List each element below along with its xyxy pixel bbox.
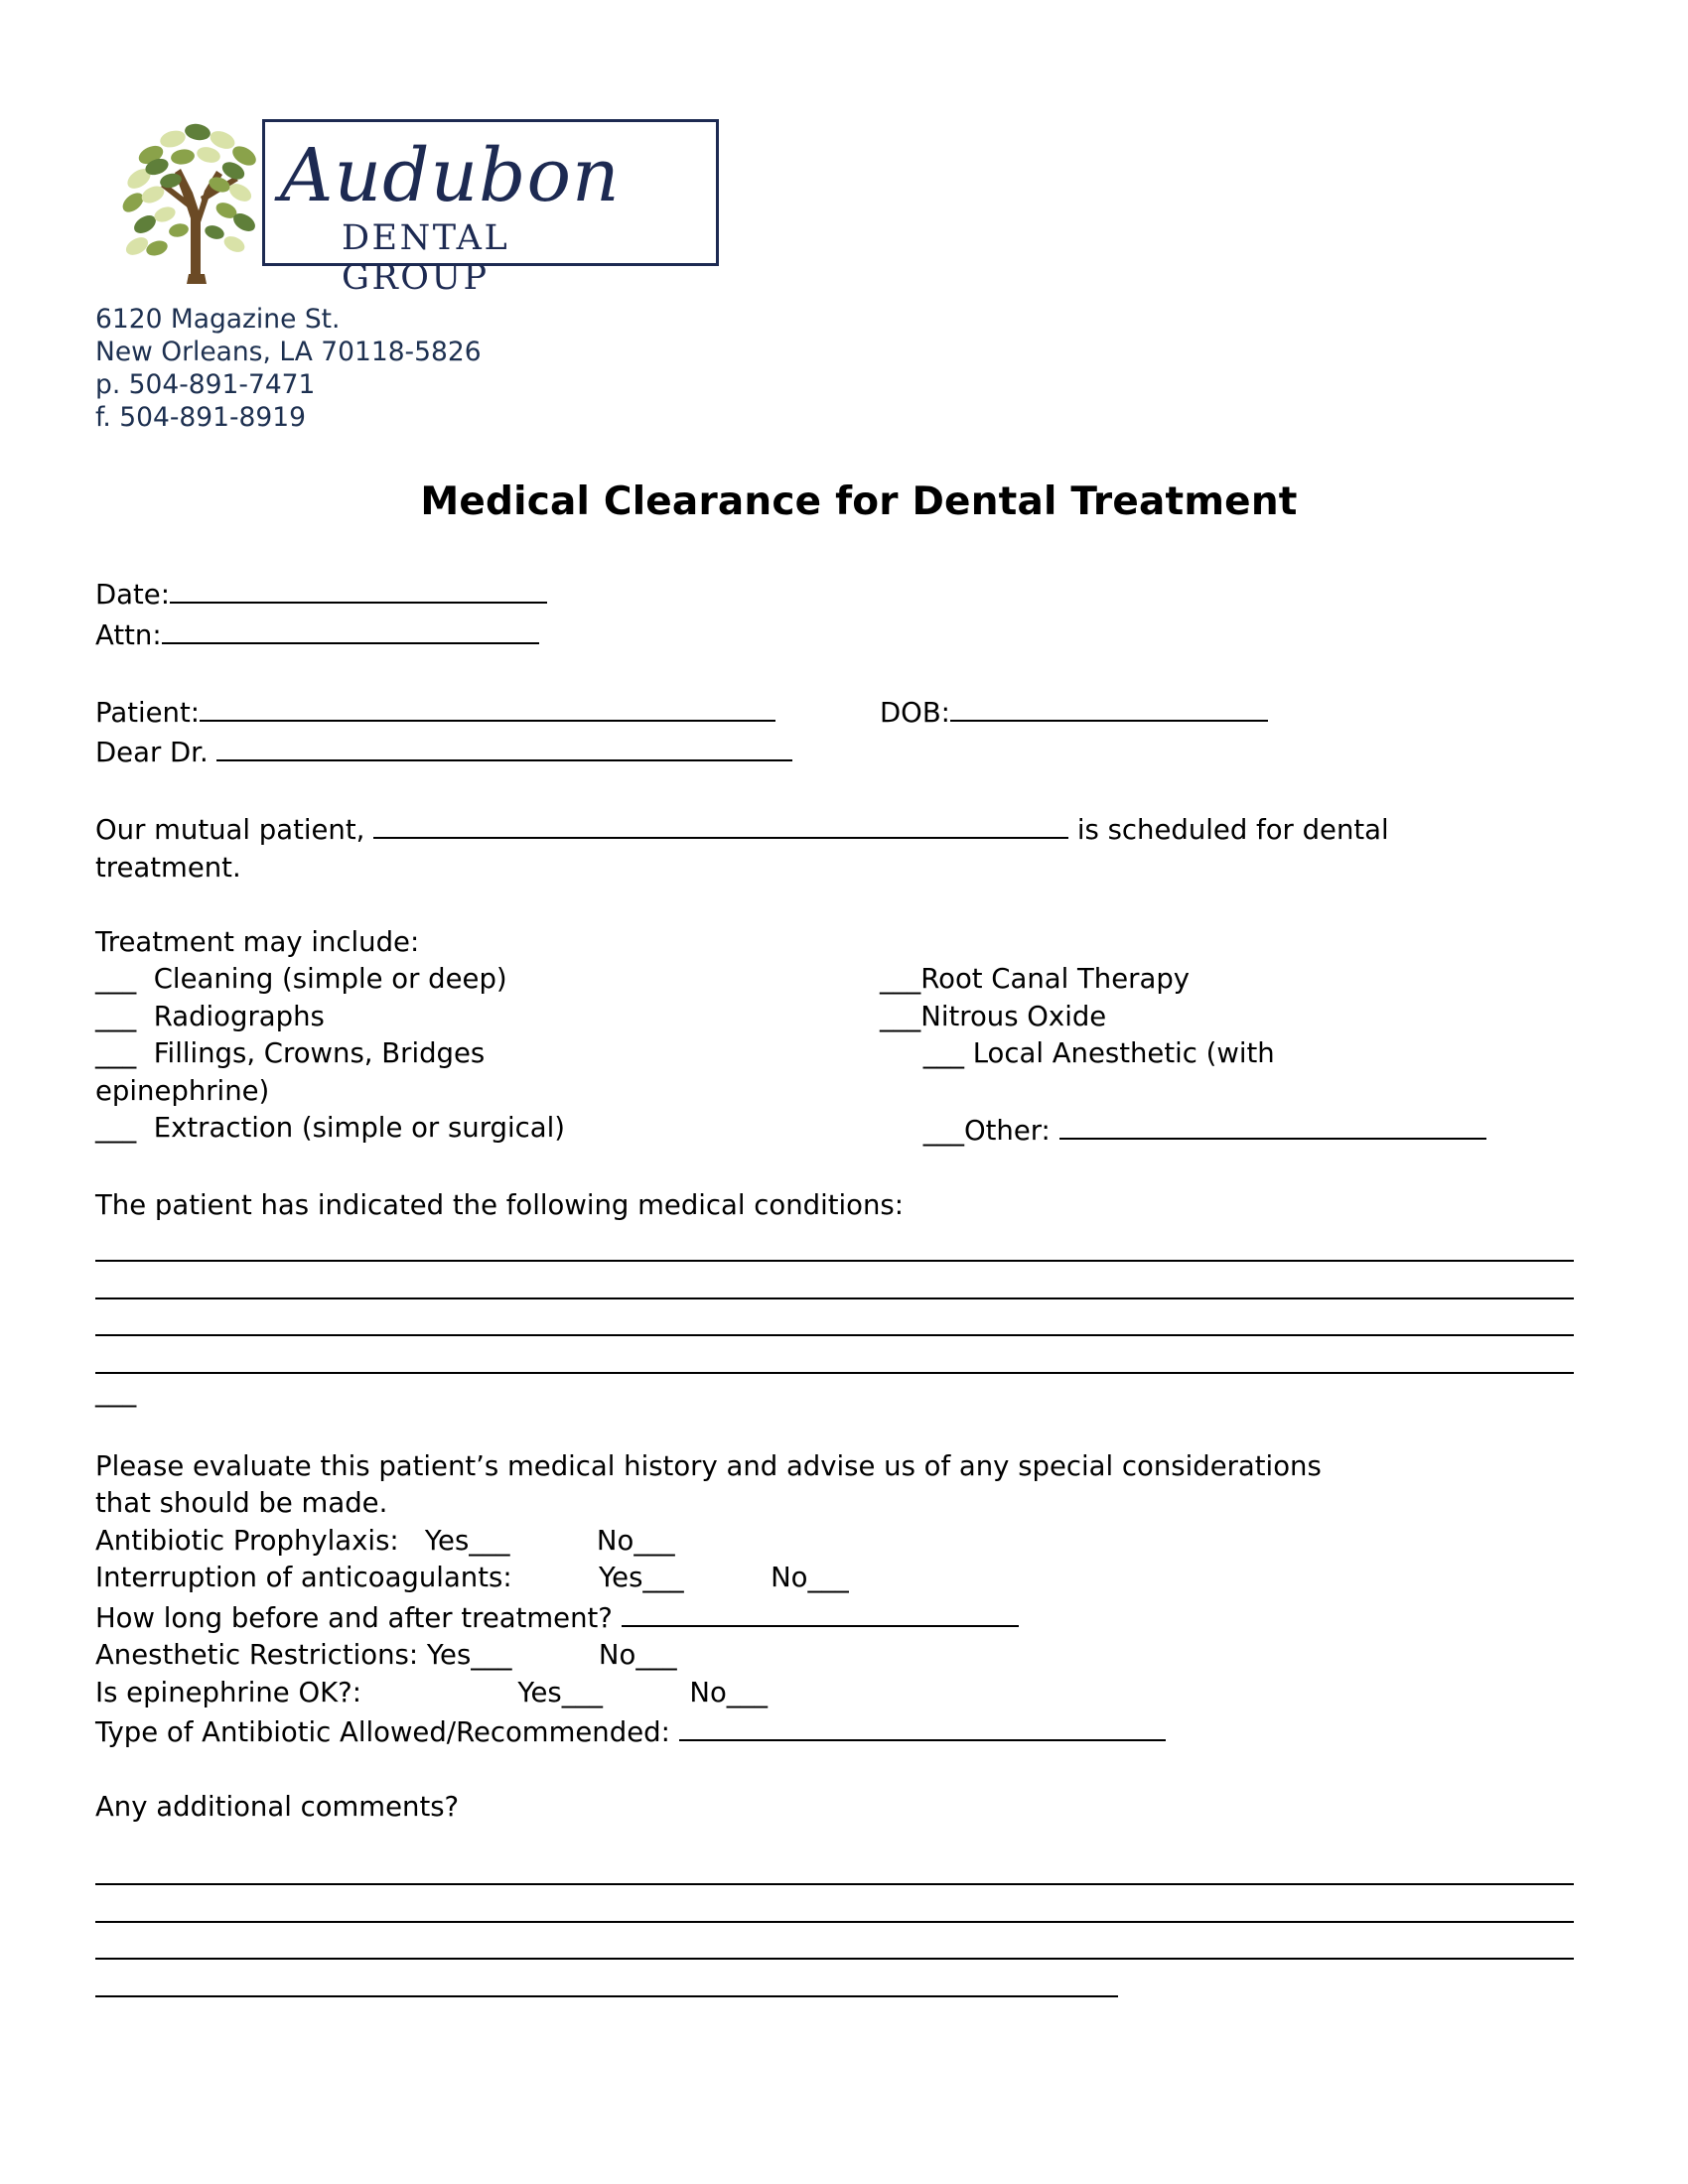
treatment-row-4 (95, 1110, 1597, 1151)
patient-dob-row (95, 692, 1597, 733)
treatment-option-fillings[interactable]: ___ Fillings, Crowns, Bridges (95, 1037, 486, 1069)
practice-phone: p. 504-891-7471 (95, 369, 316, 400)
treatment-option-radiographs[interactable]: ___ Radiographs (95, 1000, 325, 1032)
comments-write-line-2[interactable] (95, 1885, 1574, 1923)
treatment-option-nitrous-oxide[interactable]: ___Nitrous Oxide (880, 1000, 1107, 1032)
page-title-text: Medical Clearance for Dental Treatment (420, 479, 1298, 524)
mutual-patient-pre-text: Our mutual patient, (95, 814, 374, 846)
antibiotic-type-input[interactable] (679, 1711, 1166, 1741)
conditions-write-line-3[interactable] (95, 1299, 1574, 1337)
conditions-write-line-1[interactable] (95, 1225, 1574, 1263)
how-long-row (95, 1597, 1597, 1638)
address-line-2: New Orleans, LA 70118-5826 (95, 337, 482, 367)
treatment-option-extraction[interactable]: ___ Extraction (simple or surgical) (95, 1112, 565, 1144)
mutual-patient-post-text: is scheduled for dental (1068, 814, 1389, 846)
practice-fax: f. 504-891-8919 (95, 402, 306, 433)
attn-row (95, 614, 1597, 655)
mutual-patient-wrap: treatment. (95, 851, 241, 884)
practice-logo (95, 99, 639, 298)
how-long-input[interactable] (622, 1597, 1019, 1627)
treatment-option-local-anesthetic[interactable]: ___ Local Anesthetic (with (880, 1037, 1275, 1069)
antibiotic-prophylaxis-row[interactable]: Antibiotic Prophylaxis: Yes___ No___ (95, 1524, 675, 1557)
dear-dr-input[interactable] (216, 732, 792, 761)
conditions-trailing-blank: ___ (95, 1375, 137, 1408)
dear-dr-label: Dear Dr. (95, 737, 217, 768)
attn-input[interactable] (162, 614, 539, 644)
dob-input[interactable] (950, 692, 1268, 722)
dear-dr-row (95, 732, 1597, 772)
patient-label: Patient: (95, 696, 201, 729)
practice-subtitle: DENTAL GROUP (342, 218, 510, 298)
comments-write-line-4[interactable] (95, 1960, 1118, 1997)
treatment-row-2 (95, 999, 1597, 1036)
dob-label: DOB: (880, 696, 950, 729)
tree-icon (95, 99, 294, 288)
practice-address (95, 303, 482, 434)
evaluation-paragraph-line-2: that should be made. (95, 1487, 388, 1519)
treatment-heading: Treatment may include: (95, 925, 420, 958)
treatment-wrap-epinephrine: epinephrine) (95, 1074, 270, 1107)
attn-label: Attn: (95, 618, 162, 651)
conditions-write-line-2[interactable] (95, 1262, 1574, 1299)
date-input[interactable] (170, 574, 547, 604)
address-line-1: 6120 Magazine St. (95, 304, 341, 335)
conditions-write-line-4[interactable] (95, 1336, 1574, 1374)
antibiotic-type-label: Type of Antibiotic Allowed/Recommended: (95, 1716, 679, 1748)
treatment-other-input[interactable] (1059, 1110, 1486, 1140)
evaluation-paragraph-line-1: Please evaluate this patient’s medical history and advise us of any special considerations (95, 1449, 1322, 1482)
page-title (0, 479, 1688, 524)
patient-input[interactable] (200, 692, 775, 722)
epinephrine-ok-row[interactable]: Is epinephrine OK?: Yes___ No___ (95, 1676, 769, 1708)
treatment-row-1 (95, 961, 1597, 999)
conditions-heading: The patient has indicated the following medical conditions: (95, 1189, 905, 1221)
comments-write-line-3[interactable] (95, 1923, 1574, 1961)
treatment-option-other[interactable]: ___Other: (880, 1115, 1059, 1147)
date-row (95, 574, 1597, 614)
anticoagulant-interruption-row[interactable]: Interruption of anticoagulants: Yes___ No___ (95, 1562, 849, 1593)
mutual-patient-row (95, 809, 1597, 850)
comments-write-line-1[interactable] (95, 1848, 1574, 1886)
treatment-row-3 (95, 1035, 1597, 1073)
treatment-option-cleaning[interactable]: ___ Cleaning (simple or deep) (95, 963, 507, 995)
mutual-patient-input[interactable] (373, 809, 1068, 839)
comments-heading: Any additional comments? (95, 1791, 460, 1823)
form-body (95, 574, 1597, 1997)
treatment-option-root-canal[interactable]: ___Root Canal Therapy (880, 963, 1191, 995)
how-long-label: How long before and after treatment? (95, 1601, 622, 1634)
antibiotic-type-row (95, 1711, 1597, 1752)
letterhead (95, 99, 651, 298)
date-label: Date: (95, 579, 170, 611)
practice-name: Audubon (280, 133, 621, 218)
anesthetic-restrictions-row[interactable]: Anesthetic Restrictions: Yes___ No___ (95, 1639, 677, 1671)
